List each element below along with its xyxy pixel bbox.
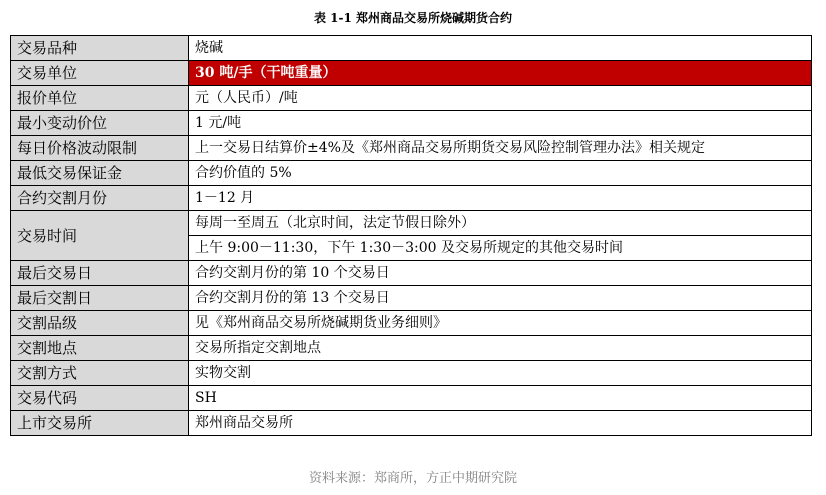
row-value: 合约交割月份的第 10 个交易日 <box>189 261 812 286</box>
row-value: 1－12 月 <box>189 186 812 211</box>
row-label: 交割方式 <box>11 361 189 386</box>
row-label: 报价单位 <box>11 86 189 111</box>
row-value: 实物交割 <box>189 361 812 386</box>
row-value: 烧碱 <box>189 36 812 61</box>
row-value: 交易所指定交割地点 <box>189 336 812 361</box>
table-row <box>11 111 812 136</box>
table-caption: 表 1-1 郑州商品交易所烧碱期货合约 <box>313 11 513 25</box>
row-value: 上午 9:00－11:30，下午 1:30－3:00 及交易所规定的其他交易时间 <box>189 236 812 261</box>
row-value: 郑州商品交易所 <box>189 411 812 436</box>
row-value: 每周一至周五（北京时间，法定节假日除外） <box>189 211 812 236</box>
row-label: 交易品种 <box>11 36 189 61</box>
table-row <box>11 161 812 186</box>
table-row <box>11 186 812 211</box>
table-row <box>11 361 812 386</box>
table-row <box>11 311 812 336</box>
table-row <box>11 261 812 286</box>
row-label: 合约交割月份 <box>11 186 189 211</box>
row-value: SH <box>189 386 812 411</box>
table-row <box>11 336 812 361</box>
row-label: 每日价格波动限制 <box>11 136 189 161</box>
row-value: 合约价值的 5% <box>189 161 812 186</box>
table-row <box>11 411 812 436</box>
row-label: 交割地点 <box>11 336 189 361</box>
row-label: 最后交割日 <box>11 286 189 311</box>
row-label: 交割品级 <box>11 311 189 336</box>
row-label: 最低交易保证金 <box>11 161 189 186</box>
row-label: 交易单位 <box>11 61 189 86</box>
row-label: 最后交易日 <box>11 261 189 286</box>
contract-spec-table <box>10 35 812 436</box>
row-value: 上一交易日结算价±4%及《郑州商品交易所期货交易风险控制管理办法》相关规定 <box>189 136 812 161</box>
row-label: 上市交易所 <box>11 411 189 436</box>
table-row <box>11 386 812 411</box>
table-row <box>11 36 812 61</box>
table-row-highlighted <box>11 61 812 86</box>
table-row <box>11 286 812 311</box>
row-value: 见《郑州商品交易所烧碱期货业务细则》 <box>189 311 812 336</box>
row-label: 交易代码 <box>11 386 189 411</box>
source-note: 资料来源：郑商所，方正中期研究院 <box>308 471 517 486</box>
table-row <box>11 136 812 161</box>
row-label: 最小变动价位 <box>11 111 189 136</box>
row-value: 1 元/吨 <box>189 111 812 136</box>
row-value-highlighted: 30 吨/手（干吨重量） <box>189 61 812 86</box>
row-label: 交易时间 <box>11 211 189 261</box>
row-value: 合约交割月份的第 13 个交易日 <box>189 286 812 311</box>
table-row <box>11 86 812 111</box>
row-value: 元（人民币）/吨 <box>189 86 812 111</box>
table-row <box>11 211 812 236</box>
